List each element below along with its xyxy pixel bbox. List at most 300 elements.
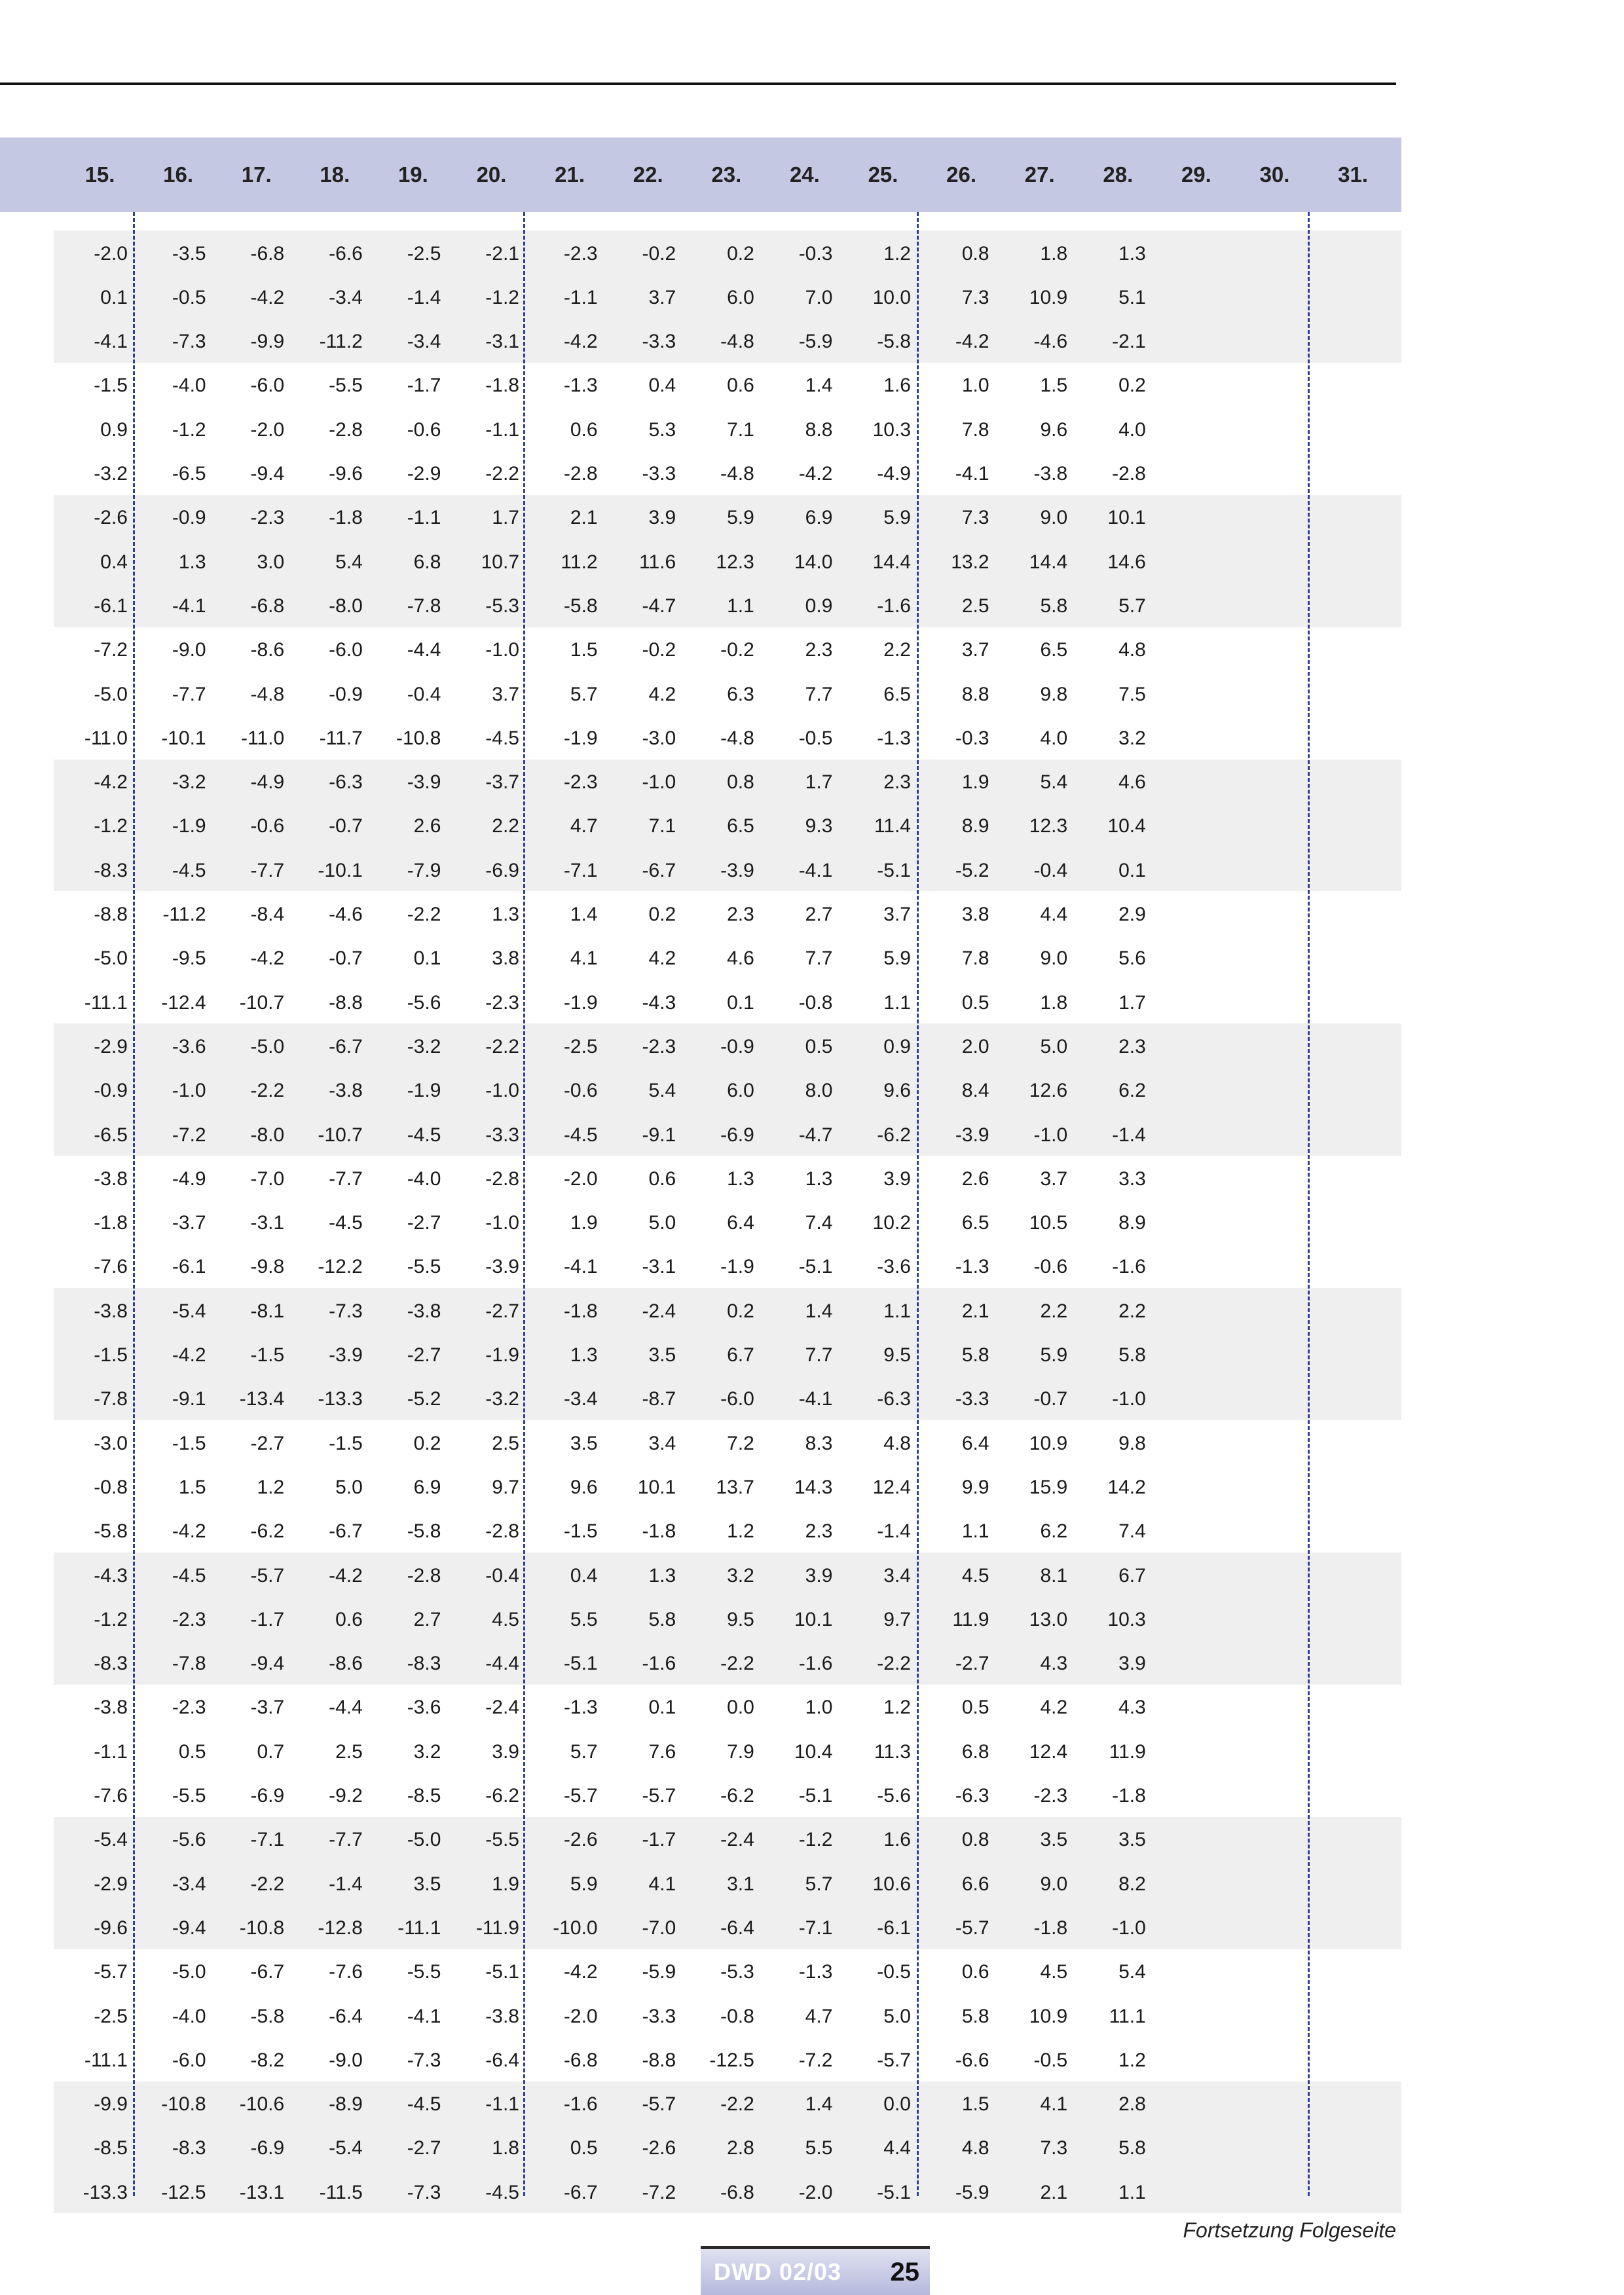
table-cell: 6.9: [805, 507, 833, 529]
table-cell: 4.7: [570, 815, 598, 837]
table-cell: 1.1: [883, 991, 911, 1014]
table-cell: -1.3: [955, 1256, 989, 1278]
table-cell: -4.1: [172, 595, 206, 617]
table-cell: 6.5: [883, 683, 911, 705]
table-cell: 5.8: [1040, 595, 1068, 617]
table-cell: -2.3: [563, 242, 598, 265]
table-cell: -2.3: [563, 771, 598, 794]
table-cell: 12.4: [872, 1476, 911, 1498]
table-cell: 12.4: [1029, 1740, 1068, 1763]
table-cell: 1.3: [805, 1167, 833, 1190]
table-cell: -1.6: [563, 2093, 598, 2116]
table-cell: -1.5: [94, 375, 128, 397]
table-cell: -2.4: [720, 1829, 754, 1851]
table-cell: 7.0: [805, 286, 833, 308]
table-cell: -6.2: [485, 1785, 519, 1807]
table-cell: 2.2: [883, 639, 911, 661]
table-cell: 5.9: [570, 1873, 598, 1895]
table-cell: -9.6: [329, 463, 363, 485]
table-cell: 7.8: [961, 418, 989, 441]
table-cell: 1.4: [805, 375, 833, 397]
table-cell: 4.5: [492, 1608, 519, 1630]
table-cell: -5.5: [485, 1829, 519, 1851]
table-cell: -4.8: [720, 727, 754, 749]
table-cell: -4.6: [329, 904, 363, 925]
table-cell: -5.7: [94, 1961, 128, 1983]
table-cell: 12.3: [716, 551, 754, 573]
table-cell: -1.7: [407, 375, 441, 397]
table-cell: -6.9: [250, 1785, 285, 1807]
day-column-header: 26.: [946, 162, 977, 187]
table-cell: -0.6: [250, 815, 285, 837]
table-cell: -4.1: [798, 859, 833, 881]
table-cell: 10.1: [637, 1476, 676, 1498]
table-cell: -2.8: [485, 1520, 519, 1543]
table-cell: 1.9: [492, 1873, 519, 1895]
table-cell: 5.9: [883, 947, 911, 970]
table-cell: -10.7: [318, 1124, 363, 1146]
continuation-note: Fortsetzung Folgeseite: [1183, 2218, 1396, 2242]
table-cell: -4.3: [94, 1564, 128, 1587]
table-cell: -2.7: [407, 1344, 441, 1366]
table-cell: -8.4: [250, 904, 285, 925]
table-cell: -2.6: [563, 1829, 598, 1851]
table-cell: -10.1: [318, 859, 363, 881]
table-cell: -1.8: [563, 1300, 598, 1322]
table-cell: -1.5: [172, 1432, 206, 1454]
table-cell: 14.4: [872, 551, 911, 573]
table-cell: -4.5: [329, 1212, 363, 1234]
table-cell: -6.3: [955, 1785, 989, 1807]
table-cell: 9.8: [1118, 1432, 1146, 1454]
table-cell: -5.9: [955, 2181, 989, 2203]
table-cell: -2.6: [94, 507, 128, 529]
table-cell: 1.5: [178, 1476, 206, 1498]
table-cell: -7.6: [329, 1961, 363, 1983]
table-cell: 11.9: [1109, 1740, 1146, 1763]
table-cell: 1.7: [1118, 991, 1146, 1014]
table-cell: 1.2: [727, 1520, 754, 1543]
table-cell: 5.5: [570, 1608, 598, 1630]
table-cell: 9.0: [1040, 947, 1068, 970]
table-cell: -1.6: [877, 595, 911, 617]
table-cell: -1.3: [877, 727, 911, 749]
table-cell: -10.8: [239, 1917, 285, 1939]
table-cell: 4.3: [1118, 1697, 1146, 1719]
table-cell: 5.4: [1118, 1961, 1146, 1983]
table-cell: 2.1: [961, 1300, 989, 1322]
table-cell: -1.1: [94, 1740, 128, 1763]
table-cell: 9.7: [883, 1608, 911, 1630]
table-cell: 2.8: [1118, 2093, 1146, 2116]
table-cell: -0.8: [798, 991, 833, 1014]
page-badge: [701, 2246, 930, 2295]
table-cell: 3.7: [1040, 1167, 1068, 1190]
table-cell: 0.0: [883, 2093, 911, 2116]
table-cell: 6.8: [413, 551, 441, 573]
table-cell: 9.5: [883, 1344, 911, 1366]
table-cell: -10.0: [553, 1917, 598, 1939]
table-cell: 11.4: [874, 815, 911, 837]
table-cell: -4.6: [1033, 331, 1068, 353]
table-cell: 5.6: [1118, 947, 1146, 970]
table-cell: 0.5: [570, 2137, 598, 2159]
table-cell: 2.6: [413, 815, 441, 837]
table-cell: 3.2: [727, 1564, 754, 1587]
table-cell: 2.7: [413, 1608, 441, 1630]
table-cell: 9.0: [1040, 1873, 1068, 1895]
table-cell: -7.8: [172, 1653, 206, 1675]
table-cell: 0.4: [100, 551, 128, 573]
table-cell: 5.0: [335, 1476, 363, 1498]
table-cell: -6.7: [250, 1961, 285, 1983]
table-cell: 8.9: [961, 815, 989, 837]
table-cell: -2.2: [407, 904, 441, 925]
table-cell: -4.5: [407, 2093, 441, 2116]
table-cell: 5.7: [570, 1740, 598, 1763]
table-cell: -0.2: [642, 242, 676, 265]
table-cell: -6.0: [172, 2049, 206, 2071]
table-cell: -4.2: [955, 331, 989, 353]
table-cell: 6.3: [727, 683, 754, 705]
table-cell: 3.7: [883, 904, 911, 925]
page-number: 25: [890, 2257, 919, 2286]
table-cell: -6.0: [329, 639, 363, 661]
table-cell: -9.0: [329, 2049, 363, 2071]
table-cell: 8.2: [1118, 1873, 1146, 1895]
table-cell: 5.7: [805, 1873, 833, 1895]
table-cell: -1.1: [563, 286, 598, 308]
table-cell: -5.1: [798, 1256, 833, 1278]
table-cell: -1.4: [877, 1520, 911, 1543]
table-cell: -0.3: [798, 242, 833, 265]
table-cell: -5.2: [407, 1388, 441, 1410]
table-cell: -2.5: [563, 1035, 598, 1057]
table-cell: 9.9: [961, 1476, 989, 1498]
table-cell: -2.0: [94, 242, 128, 265]
table-cell: -2.8: [1112, 463, 1146, 485]
table-cell: -3.8: [485, 2005, 519, 2027]
table-cell: -1.0: [1033, 1124, 1068, 1146]
table-cell: 7.3: [961, 507, 989, 529]
table-cell: -9.8: [250, 1256, 285, 1278]
table-cell: 4.6: [727, 947, 754, 970]
table-cell: -7.7: [172, 683, 206, 705]
table-cell: -4.2: [250, 286, 285, 308]
table-cell: -4.2: [563, 331, 598, 353]
table-cell: 5.8: [961, 1344, 989, 1366]
day-column-header: 27.: [1024, 162, 1055, 187]
table-cell: -5.7: [642, 1785, 676, 1807]
table-cell: 0.1: [727, 991, 754, 1014]
table-cell: -1.7: [250, 1608, 285, 1630]
table-cell: -10.1: [161, 727, 206, 749]
table-cell: -1.4: [1112, 1124, 1146, 1146]
table-cell: 4.4: [1040, 904, 1068, 925]
table-cell: 14.0: [794, 551, 833, 573]
table-cell: 0.2: [413, 1432, 441, 1454]
table-cell: -0.4: [1033, 859, 1068, 881]
table-cell: -9.5: [172, 947, 206, 970]
table-cell: -7.7: [329, 1167, 363, 1190]
day-column-header: 21.: [555, 162, 585, 187]
table-cell: 0.8: [727, 771, 754, 794]
table-cell: 0.1: [100, 286, 128, 308]
table-cell: -0.7: [1033, 1388, 1068, 1410]
table-cell: 11.9: [952, 1608, 989, 1630]
table-cell: 0.6: [961, 1961, 989, 1983]
table-cell: -4.2: [94, 771, 128, 794]
table-cell: 5.3: [648, 418, 676, 441]
table-cell: -0.7: [329, 815, 363, 837]
table-cell: 1.1: [727, 595, 754, 617]
table-cell: 3.9: [883, 1167, 911, 1190]
table-cell: -4.7: [798, 1124, 833, 1146]
table-cell: 7.5: [1118, 683, 1146, 705]
table-cell: -2.3: [250, 507, 285, 529]
table-cell: -3.9: [485, 1256, 519, 1278]
table-cell: -6.9: [485, 859, 519, 881]
table-cell: -4.5: [485, 2181, 519, 2203]
table-cell: -13.1: [239, 2181, 285, 2203]
table-cell: -8.1: [250, 1300, 285, 1322]
table-cell: -3.6: [877, 1256, 911, 1278]
table-cell: -6.8: [250, 595, 285, 617]
table-cell: 8.8: [805, 418, 833, 441]
table-cell: 3.4: [883, 1564, 911, 1587]
table-cell: -5.3: [720, 1961, 754, 1983]
table-cell: -1.8: [1033, 1917, 1068, 1939]
table-cell: 3.7: [961, 639, 989, 661]
table-cell: -0.7: [329, 947, 363, 970]
table-cell: -1.2: [94, 815, 128, 837]
table-cell: -0.5: [1033, 2049, 1068, 2071]
table-cell: -5.9: [642, 1961, 676, 1983]
table-cell: 0.1: [413, 947, 441, 970]
table-cell: -4.4: [485, 1653, 519, 1675]
table-cell: -3.3: [485, 1124, 519, 1146]
table-cell: -6.1: [877, 1917, 911, 1939]
table-cell: -4.0: [172, 2005, 206, 2027]
table-cell: -2.7: [955, 1653, 989, 1675]
table-cell: 0.5: [961, 1697, 989, 1719]
table-cell: 11.1: [1109, 2005, 1146, 2027]
table-cell: -4.1: [94, 331, 128, 353]
table-cell: -4.1: [407, 2005, 441, 2027]
table-cell: 10.7: [481, 551, 519, 573]
table-cell: 1.3: [492, 904, 519, 925]
table-cell: 0.9: [883, 1035, 911, 1057]
table-cell: -2.2: [250, 1873, 285, 1895]
table-cell: 4.5: [1040, 1961, 1068, 1983]
table-cell: 7.1: [727, 418, 754, 441]
table-cell: -2.5: [407, 242, 441, 265]
table-cell: 1.3: [648, 1564, 676, 1587]
day-column-header: 17.: [241, 162, 272, 187]
table-cell: -6.8: [250, 242, 285, 265]
table-cell: -7.2: [798, 2049, 833, 2071]
table-cell: 6.2: [1118, 1080, 1146, 1102]
table-cell: -3.3: [642, 463, 676, 485]
table-cell: -4.4: [329, 1697, 363, 1719]
table-cell: 1.3: [570, 1344, 598, 1366]
table-cell: 13.2: [951, 551, 989, 573]
table-cell: 4.7: [805, 2005, 833, 2027]
table-cell: 9.7: [492, 1476, 519, 1498]
table-cell: 10.6: [872, 1873, 911, 1895]
table-cell: 4.2: [648, 947, 676, 970]
table-cell: -12.2: [318, 1256, 363, 1278]
day-column-header: 30.: [1259, 162, 1290, 187]
table-cell: -5.5: [407, 1961, 441, 1983]
table-cell: -1.8: [329, 507, 363, 529]
table-cell: -5.3: [485, 595, 519, 617]
table-cell: -6.7: [329, 1520, 363, 1543]
table-cell: -6.6: [955, 2049, 989, 2071]
table-cell: -7.3: [407, 2181, 441, 2203]
table-cell: -5.5: [172, 1785, 206, 1807]
table-cell: 2.5: [492, 1432, 519, 1454]
table-cell: -8.3: [407, 1653, 441, 1675]
table-cell: 1.2: [257, 1476, 285, 1498]
table-cell: 1.1: [883, 1300, 911, 1322]
table-cell: -3.3: [955, 1388, 989, 1410]
table-cell: -0.8: [720, 2005, 754, 2027]
table-cell: 11.3: [874, 1740, 911, 1763]
table-cell: 3.1: [727, 1873, 754, 1895]
table-cell: -1.0: [642, 771, 676, 794]
table-cell: 9.8: [1040, 683, 1068, 705]
table-cell: 4.5: [961, 1564, 989, 1587]
table-cell: -6.1: [94, 595, 128, 617]
table-cell: 3.9: [492, 1740, 519, 1763]
table-cell: -5.0: [250, 1035, 285, 1057]
table-cell: -1.8: [642, 1520, 676, 1543]
table-cell: -7.0: [250, 1167, 285, 1190]
table-cell: -9.4: [250, 1653, 285, 1675]
week-separator-line: [133, 212, 135, 2196]
table-cell: -4.1: [955, 463, 989, 485]
table-cell: 0.6: [648, 1167, 676, 1190]
table-cell: 1.3: [1118, 242, 1146, 265]
table-cell: -1.2: [798, 1829, 833, 1851]
table-cell: -4.1: [798, 1388, 833, 1410]
table-cell: -3.4: [563, 1388, 598, 1410]
table-cell: -6.4: [329, 2005, 363, 2027]
table-cell: 3.7: [648, 286, 676, 308]
table-cell: -1.5: [250, 1344, 285, 1366]
table-cell: -13.3: [83, 2181, 128, 2203]
table-cell: 5.4: [335, 551, 363, 573]
table-cell: -3.0: [94, 1432, 128, 1454]
week-separator-line: [1308, 212, 1310, 2196]
table-cell: -1.8: [1112, 1785, 1146, 1807]
table-cell: -3.9: [329, 1344, 363, 1366]
table-cell: 4.2: [1040, 1697, 1068, 1719]
table-cell: 5.0: [1040, 1035, 1068, 1057]
table-cell: -1.9: [720, 1256, 754, 1278]
table-cell: 15.9: [1029, 1476, 1068, 1498]
table-cell: -1.0: [485, 639, 519, 661]
table-cell: 5.8: [648, 1608, 676, 1630]
table-cell: -0.9: [172, 507, 206, 529]
table-cell: -3.2: [172, 771, 206, 794]
table-cell: 3.4: [648, 1432, 676, 1454]
table-cell: -8.0: [329, 595, 363, 617]
table-cell: -2.6: [642, 2137, 676, 2159]
table-cell: 12.3: [1029, 815, 1068, 837]
table-cell: 0.5: [805, 1035, 833, 1057]
table-cell: -3.6: [172, 1035, 206, 1057]
table-cell: 7.3: [1040, 2137, 1068, 2159]
table-cell: -3.9: [720, 859, 754, 881]
table-cell: 4.8: [883, 1432, 911, 1454]
table-cell: -7.1: [250, 1829, 285, 1851]
table-cell: -3.0: [642, 727, 676, 749]
table-cell: -0.9: [720, 1035, 754, 1057]
table-cell: -6.2: [720, 1785, 754, 1807]
table-cell: -1.4: [329, 1873, 363, 1895]
table-cell: 10.2: [872, 1212, 911, 1234]
table-cell: -11.5: [319, 2181, 363, 2203]
table-cell: -8.8: [94, 904, 128, 925]
table-cell: 7.7: [805, 947, 833, 970]
table-cell: -1.5: [94, 1344, 128, 1366]
table-cell: 4.1: [1040, 2093, 1068, 2116]
table-cell: 0.6: [727, 375, 754, 397]
table-cell: -8.6: [250, 639, 285, 661]
table-cell: -0.4: [485, 1564, 519, 1587]
table-cell: 14.4: [1029, 551, 1068, 573]
table-cell: 0.2: [727, 242, 754, 265]
table-cell: -13.4: [239, 1388, 285, 1410]
table-cell: -6.6: [329, 242, 363, 265]
table-cell: -3.8: [1033, 463, 1068, 485]
day-column-header: 18.: [320, 162, 350, 187]
table-cell: 6.7: [727, 1344, 754, 1366]
table-cell: 5.8: [1118, 1344, 1146, 1366]
table-cell: -2.3: [172, 1697, 206, 1719]
table-cell: 9.6: [1040, 418, 1068, 441]
table-cell: -4.0: [172, 375, 206, 397]
day-column-header: 20.: [476, 162, 507, 187]
table-cell: -7.7: [250, 859, 285, 881]
table-cell: -3.3: [642, 2005, 676, 2027]
table-cell: -4.9: [172, 1167, 206, 1190]
table-cell: -5.1: [877, 2181, 911, 2203]
table-cell: -11.2: [162, 904, 206, 925]
table-cell: -5.0: [407, 1829, 441, 1851]
table-cell: -3.1: [642, 1256, 676, 1278]
table-cell: 10.9: [1029, 2005, 1068, 2027]
table-cell: 0.0: [727, 1697, 754, 1719]
table-cell: 2.3: [883, 771, 911, 794]
table-cell: -4.8: [250, 683, 285, 705]
table-cell: -11.1: [397, 1917, 441, 1939]
table-cell: 2.9: [1118, 904, 1146, 925]
table-cell: -2.4: [642, 1300, 676, 1322]
table-cell: 2.3: [727, 904, 754, 925]
table-cell: -2.2: [720, 1653, 754, 1675]
table-cell: -5.4: [94, 1829, 128, 1851]
table-cell: 5.9: [1040, 1344, 1068, 1366]
table-cell: -1.0: [1112, 1388, 1146, 1410]
table-cell: -3.8: [94, 1167, 128, 1190]
table-cell: -9.4: [172, 1917, 206, 1939]
table-cell: -5.1: [563, 1653, 598, 1675]
table-cell: 5.9: [883, 507, 911, 529]
table-cell: -4.2: [329, 1564, 363, 1587]
